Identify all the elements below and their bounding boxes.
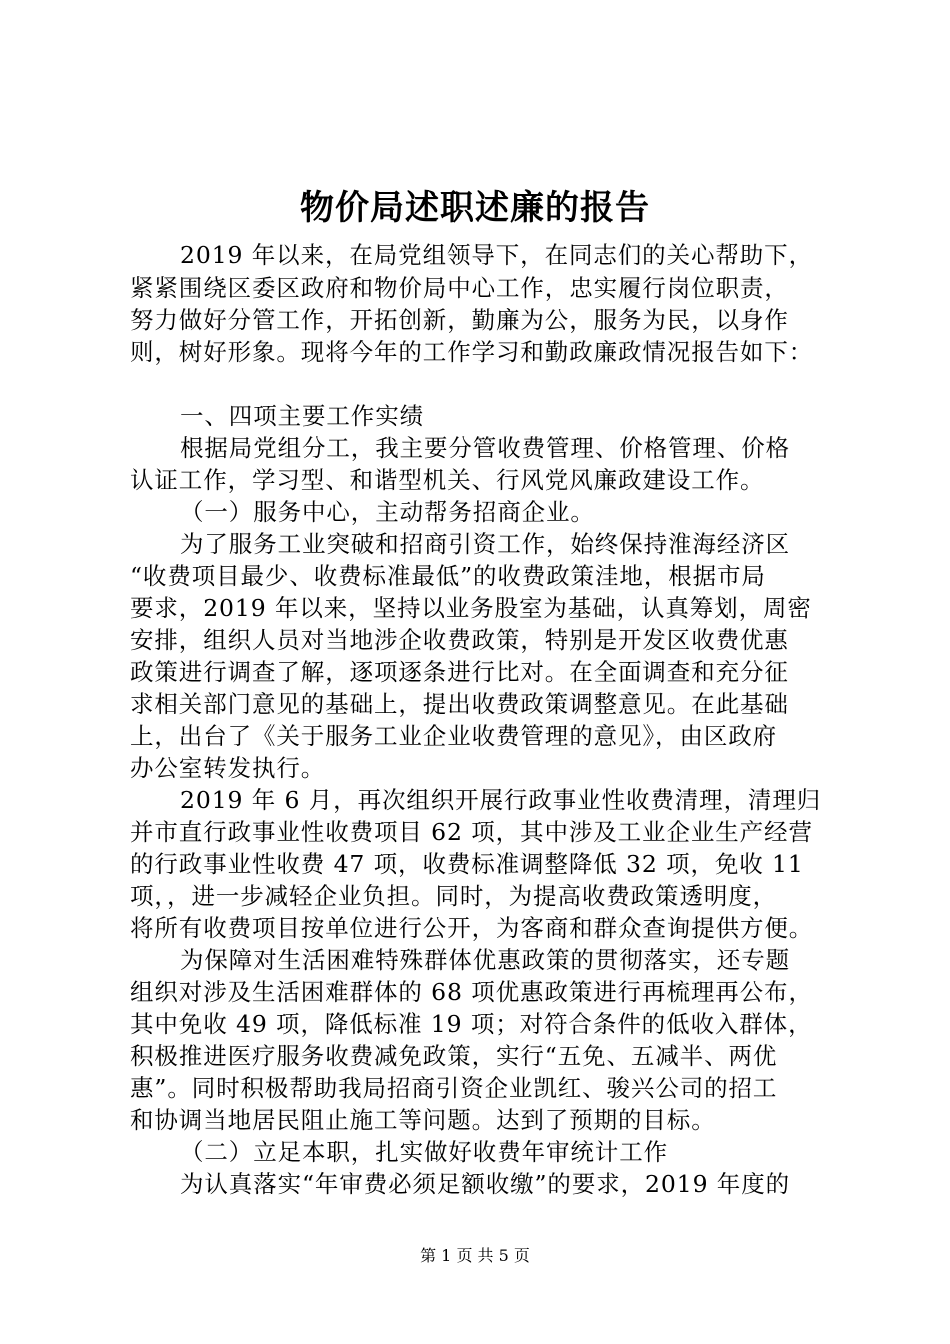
body-text-line: （二）立足本职，扎实做好收费年审统计工作 xyxy=(180,1138,668,1166)
body-text-line: 组织对涉及生活困难群体的 68 项优惠政策进行再梳理再公布， xyxy=(130,978,813,1006)
body-text-line: 并市直行政事业性收费项目 62 项，其中涉及工业企业生产经营 xyxy=(130,818,813,846)
body-text-line: 要求，2019 年以来，坚持以业务股室为基础，认真筹划，周密 xyxy=(130,594,812,622)
body-text-line: 安排，组织人员对当地涉企收费政策，特别是开发区收费优惠 xyxy=(130,626,789,654)
body-text-line: 为保障对生活困难特殊群体优惠政策的贯彻落实，还专题 xyxy=(180,946,790,974)
body-text-line: 惠”。同时积极帮助我局招商引资企业凯红、骏兴公司的招工 xyxy=(130,1074,778,1102)
body-text-line: 将所有收费项目按单位进行公开，为客商和群众查询提供方便。 xyxy=(130,914,814,942)
body-text-line: 为认真落实“年审费必须足额收缴”的要求，2019 年度的 xyxy=(180,1170,791,1198)
body-text-line: 上，出台了《关于服务工业企业收费管理的意见》，由区政府 xyxy=(130,722,778,750)
body-text-line: 的行政事业性收费 47 项，收费标准调整降低 32 项，免收 11 xyxy=(130,850,804,878)
body-text-line: 2019 年以来，在局党组领导下，在同志们的关心帮助下， xyxy=(180,241,813,269)
body-text-line: （一）服务中心，主动帮务招商企业。 xyxy=(180,498,595,526)
body-text-line: 根据局党组分工，我主要分管收费管理、价格管理、价格 xyxy=(180,434,790,462)
body-text-line: 紧紧围绕区委区政府和物价局中心工作，忠实履行岗位职责， xyxy=(130,274,789,302)
body-text-line: 其中免收 49 项，降低标准 19 项；对符合条件的低收入群体， xyxy=(130,1010,813,1038)
body-text-line: 认证工作，学习型、和谐型机关、行风党风廉政建设工作。 xyxy=(130,466,765,494)
document-title: 物价局述职述廉的报告 xyxy=(300,188,650,228)
body-text-line: 努力做好分管工作，开拓创新，勤廉为公，服务为民，以身作 xyxy=(130,306,789,334)
body-text-line: 积极推进医疗服务收费减免政策，实行“五免、五减半、两优 xyxy=(130,1042,778,1070)
page-footer: 第 1 页 共 5 页 xyxy=(420,1246,530,1265)
body-text-line: 办公室转发执行。 xyxy=(130,754,326,782)
body-text-line: “收费项目最少、收费标准最低”的收费政策洼地，根据市局 xyxy=(130,562,766,590)
body-text-line: 项，，进一步减轻企业负担。同时，为提高收费政策透明度， xyxy=(130,882,778,910)
body-text-line: 政策进行调查了解，逐项逐条进行比对。在全面调查和充分征 xyxy=(130,658,789,686)
body-text-line: 一、四项主要工作实绩 xyxy=(180,402,424,430)
body-text-line: 则，树好形象。现将今年的工作学习和勤政廉政情况报告如下： xyxy=(130,338,814,366)
body-text-line: 为了服务工业突破和招商引资工作，始终保持淮海经济区 xyxy=(180,530,790,558)
body-text-line: 求相关部门意见的基础上，提出收费政策调整意见。在此基础 xyxy=(130,690,789,718)
body-text-line: 和协调当地居民阻止施工等问题。达到了预期的目标。 xyxy=(130,1106,716,1134)
body-text-line: 2019 年 6 月，再次组织开展行政事业性收费清理，清理归 xyxy=(180,786,822,814)
